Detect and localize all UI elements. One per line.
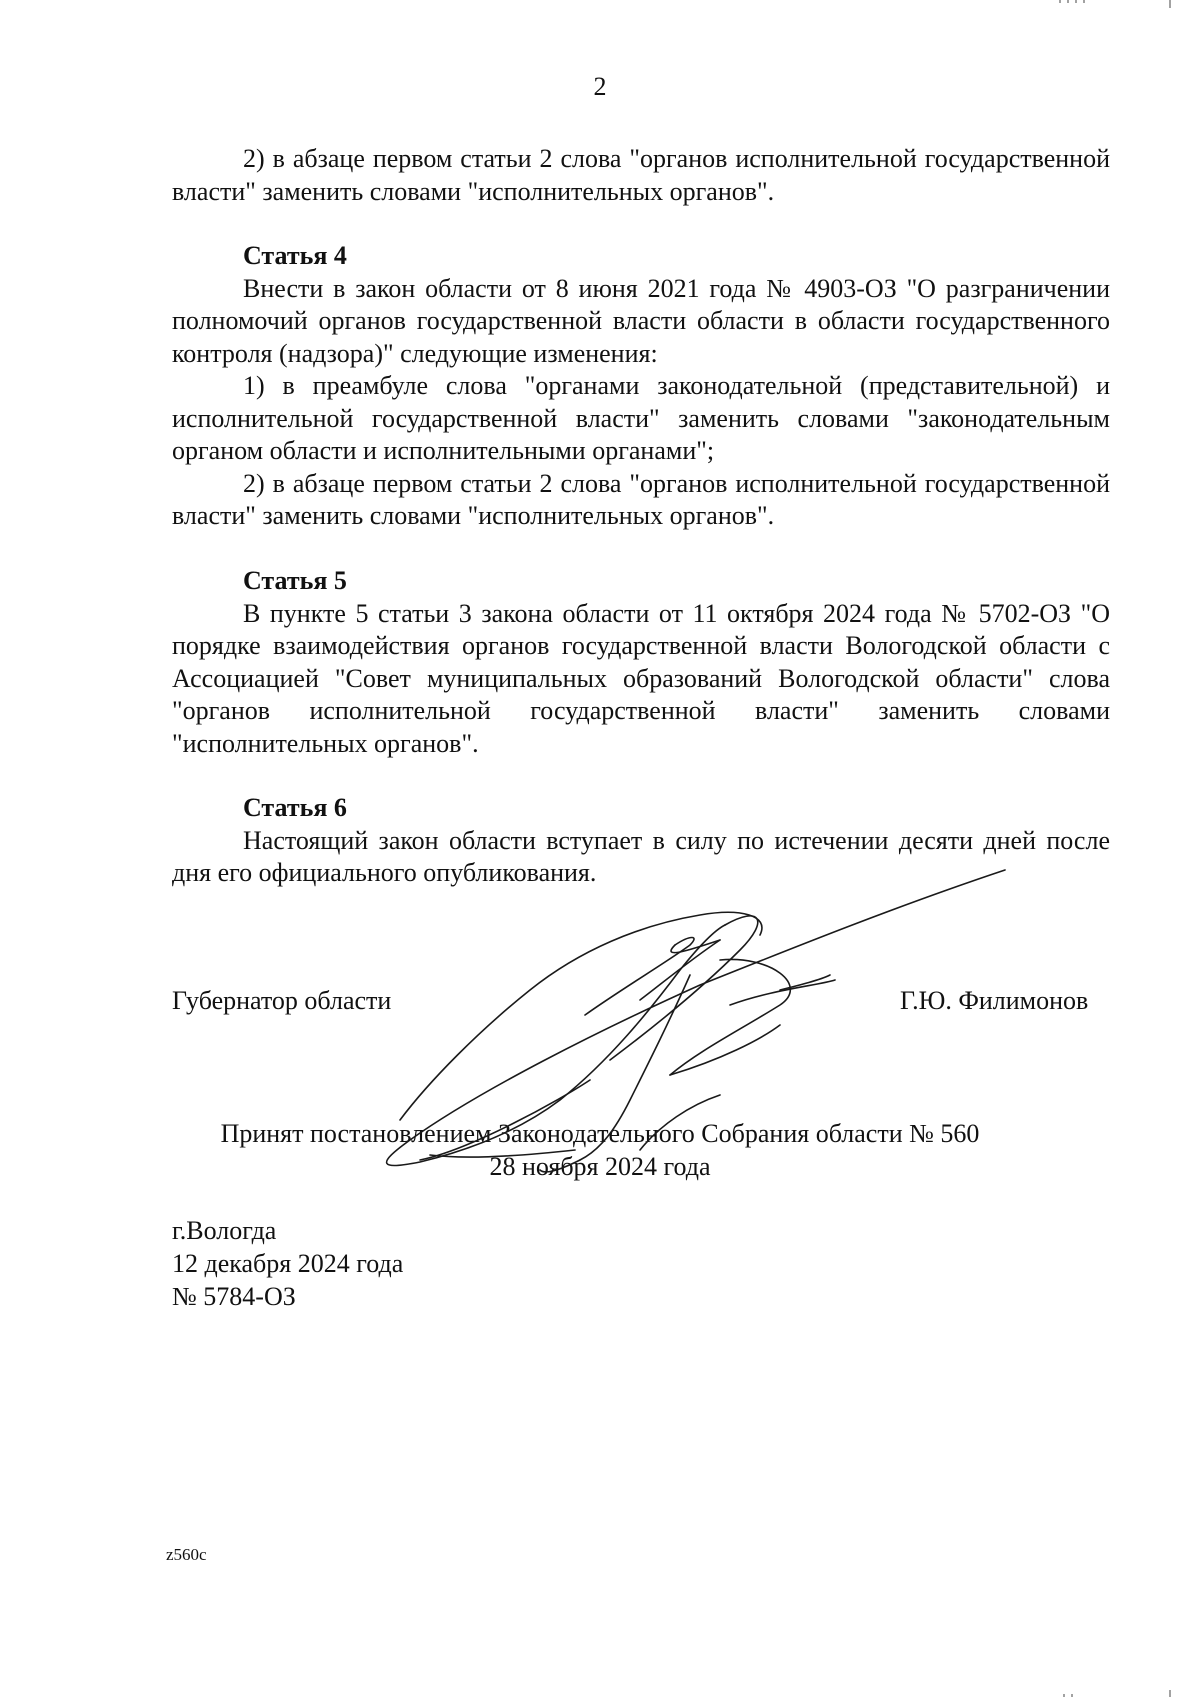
signing-date: 12 декабря 2024 года (172, 1249, 404, 1278)
paragraph: 2) в абзаце первом статьи 2 слова "органов исполнительной государственной власти" заменить словами "исполнительных органов". (172, 468, 1110, 530)
adoption-note (150, 1117, 1050, 1183)
law-number: № 5784-ОЗ (172, 1282, 296, 1311)
scan-edge-mark (1040, 0, 1200, 10)
article-heading: Статья 5 (243, 566, 347, 595)
paragraph: В пункте 5 статьи 3 закона области от 11 октября 2024 года № 5702-ОЗ "О порядке взаимодействия органов государственной власти Вологодской области с Ассоциацией "Совет муниципальных образований Вологодской области" слова "органов исполнительной государственной власти" заменить словами "исполнительных органов". (172, 598, 1110, 758)
signatory-title: Губернатор области (172, 986, 392, 1015)
adoption-line: Принят постановлением Законодательного Собрания области № 560 (220, 1119, 980, 1148)
adoption-date: 28 ноября 2024 года (489, 1152, 711, 1181)
article-3-tail (172, 143, 1110, 208)
document-code: z560c (166, 1545, 207, 1564)
signatory-name: Г.Ю. Филимонов (900, 986, 1089, 1015)
place-date-block (172, 1214, 403, 1313)
paragraph: Настоящий закон области вступает в силу по истечении десяти дней после дня его официального опубликования. (172, 825, 1110, 887)
article-heading: Статья 4 (243, 241, 347, 270)
scan-edge-mark (1040, 1686, 1200, 1697)
paragraph: 1) в преамбуле слова "органами законодательной (представительной) и исполнительной государственной власти" заменить словами "законодательным органом области и исполнительными органами"; (172, 371, 1110, 465)
article-6 (172, 792, 1110, 890)
page-number: 2 (593, 72, 607, 101)
article-4 (172, 240, 1110, 533)
paragraph: Внести в закон области от 8 июня 2021 года № 4903-ОЗ "О разграничении полномочий органов государственной власти области в области государственного контроля (надзора)" следующие изменения: (172, 273, 1110, 368)
city: г.Вологда (172, 1216, 277, 1245)
article-heading: Статья 6 (243, 793, 347, 822)
article-5 (172, 565, 1110, 760)
paragraph: 2) в абзаце первом статьи 2 слова "органов исполнительной государственной власти" заменить словами "исполнительных органов". (172, 144, 1110, 206)
